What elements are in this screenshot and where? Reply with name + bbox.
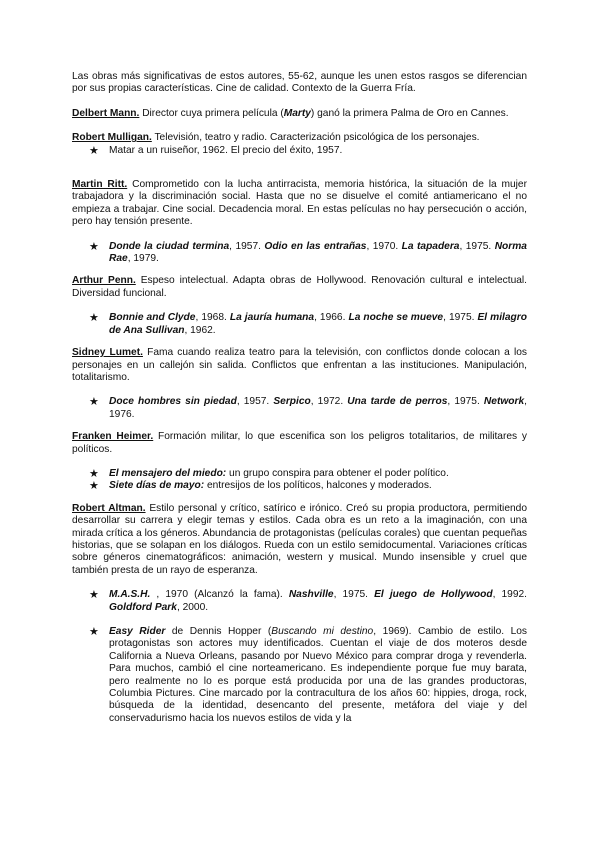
penn-paragraph: Arthur Penn. Espeso intelectual. Adapta obras de Hollywood. Renovación cultural e intelectual. Diversidad funcional. [72,275,527,299]
star-bullet-icon: ★ [89,396,99,409]
list-item: ★ Donde la ciudad termina, 1957. Odio en las entrañas, 1970. La tapadera, 1975. Norma Rae, 1979. [89,240,527,265]
director-name: Franken Heimer. [72,431,154,443]
lumet-list [72,396,527,421]
star-bullet-icon: ★ [89,240,99,253]
mann-paragraph: Delbert Mann. Director cuya primera película (Marty) ganó la primera Palma de Oro en Cannes. [72,107,509,119]
document-page [72,71,527,725]
list-item: ★ Doce hombres sin piedad, 1957. Serpico, 1972. Una tarde de perros, 1975. Network, 1976. [89,396,527,420]
mulligan-list [72,145,527,157]
ritt-list [72,241,527,266]
altman-paragraph: Robert Altman. Estilo personal y crítico, satírico e irónico. Creó su propia productora, permitiendo desarrollar su carrera y elegir temas y estilos. Cada obra es un reto a la imaginación, con una mirada crítica a los géneros. Abundancia de protagonistas (películas corales) que cuentan pequeñas historias, que se solapan en los diálogos. Rueda con un estilo semidocumental. Variaciones críticas sobre géneros cinematográficos: animación, western y musical. Mundo insensible y cruel que también presta de un rayo de esperanza. [72,502,527,576]
star-bullet-icon: ★ [89,467,99,480]
ritt-paragraph: Martin Ritt. Comprometido con la lucha antirracista, memoria histórica, la situación de la mujer trabajadora y la discriminación social. Hasta que no se disuelve el comité antiamericano el no empieza a trabajar. Cine social. Decadencia moral. En estas películas no hay persecución o acción, pero hay tensión presente. [72,179,527,228]
heimer-paragraph: Franken Heimer. Formación militar, lo que escenifica son los peligros totalitarios, de militares y políticos. [72,431,527,455]
list-item: ★ M.A.S.H. , 1970 (Alcanzó la fama). Nashville, 1975. El juego de Hollywood, 1992. Goldford Park, 2000. [89,589,527,613]
director-name: Sidney Lumet. [72,347,143,359]
star-bullet-icon: ★ [89,312,99,325]
film-title: Marty [283,107,311,119]
list-item: ★ Matar a un ruiseñor, 1962. El precio del éxito, 1957. [89,144,343,157]
heimer-list [72,468,527,493]
list-item: ★ Siete días de mayo: entresijos de los políticos, halcones y moderados. [89,480,432,493]
director-name: Martin Ritt. [72,179,128,191]
mulligan-paragraph: Robert Mulligan. Televisión, teatro y radio. Caracterización psicológica de los personajes. [72,132,480,144]
penn-list [72,312,527,337]
star-bullet-icon: ★ [89,144,99,157]
star-bullet-icon: ★ [89,480,99,493]
director-name: Delbert Mann. [72,107,140,119]
list-item: ★ Bonnie and Clyde, 1968. La jauría humana, 1966. La noche se mueve, 1975. El milagro de Ana Sullivan, 1962. [89,312,527,336]
intro-paragraph: Las obras más significativas de estos autores, 55-62, aunque les unen estos rasgos se diferencian por sus propias características. Cine de calidad. Contexto de la Guerra Fría. [72,71,527,95]
altman-list [72,589,527,614]
list-item: ★ El mensajero del miedo: un grupo conspira para obtener el poder político. [89,467,449,480]
director-name: Robert Mulligan. [72,132,152,144]
star-bullet-icon: ★ [89,626,99,638]
director-name: Robert Altman. [72,502,146,514]
director-name: Arthur Penn. [72,275,136,287]
lumet-paragraph: Sidney Lumet. Fama cuando realiza teatro para la televisión, con conflictos donde colocan a los personajes en un callejón sin salida. Conflictos que enfrentan a las instituciones. Manipulación, totalitarismo. [72,347,527,383]
list-item: ★ Easy Rider de Dennis Hopper (Buscando mi destino, 1969). Cambio de estilo. Los protagonistas son actores muy identificados. Cuentan el viaje de dos moteros desde California a Nueva Orleans, pasando por Nuevo México para comprar droga y revenderla. Para muchos, cambió el cine norteamericano. Es independiente porque fue muy barata, pero realmente no lo es porque está producida por una de las grandes productoras, Columbia Pictures. Cine marcado por la contracultura de los años 60: hippies, droga, rock, búsqueda de la identidad, desencanto del presente, metáfora del viaje y del conservadurismo hacia los nuevos estilos de vida y la [89,626,528,724]
star-bullet-icon: ★ [89,589,99,602]
easy-rider-list [72,626,527,725]
